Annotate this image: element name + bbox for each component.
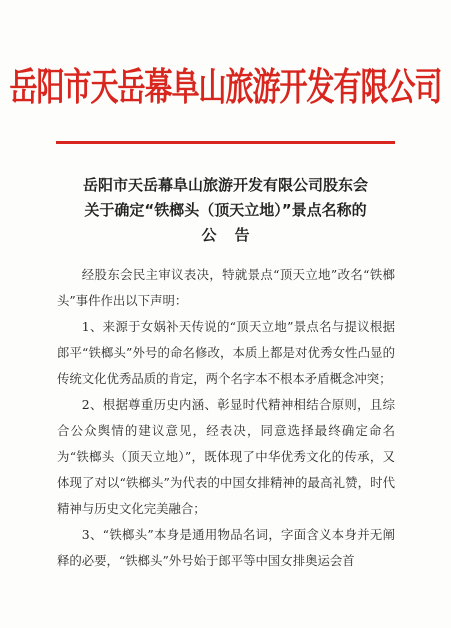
title-line-3: 公告	[201, 226, 268, 244]
title-line-2: 关于确定“铁榔头（顶天立地）”景点名称的	[84, 201, 367, 219]
announcement-title	[40, 173, 411, 248]
announcement-body	[57, 262, 395, 574]
body-paragraph-2: 2、根据尊重历史内涵、彰显时代精神相结合原则，且综合公众舆情的建议意见，经表决，同意选择最终确定命名为“铁榔头（顶天立地）”，既体现了中华优秀文化的传承，又体现了对以“铁榔头”为代表的中国女排精神的最高礼赞，时代精神与历史文化完美融合；	[57, 397, 395, 516]
body-paragraph-intro: 经股东会民主审议表决，特就景点“顶天立地”改名“铁榔头”事件作出以下声明：	[57, 267, 395, 308]
title-line-1: 岳阳市天岳幕阜山旅游开发有限公司股东会	[82, 176, 368, 194]
letterhead-red-rule	[56, 141, 395, 144]
body-paragraph-3: 3、“铁榔头”本身是通用物品名词，字面含义本身并无阐释的必要，“铁榔头”外号始于郎平等中国女排奥运会首	[57, 527, 395, 568]
body-paragraph-1: 1、来源于女娲补天传说的“顶天立地”景点名与提议根据郎平“铁榔头”外号的命名修改，本质上都是对优秀女性凸显的传统文化优秀品质的肯定，两个名字本不根本矛盾概念冲突；	[57, 319, 395, 386]
letterhead-company-name: 岳阳市天岳幕阜山旅游开发有限公司	[9, 64, 442, 110]
